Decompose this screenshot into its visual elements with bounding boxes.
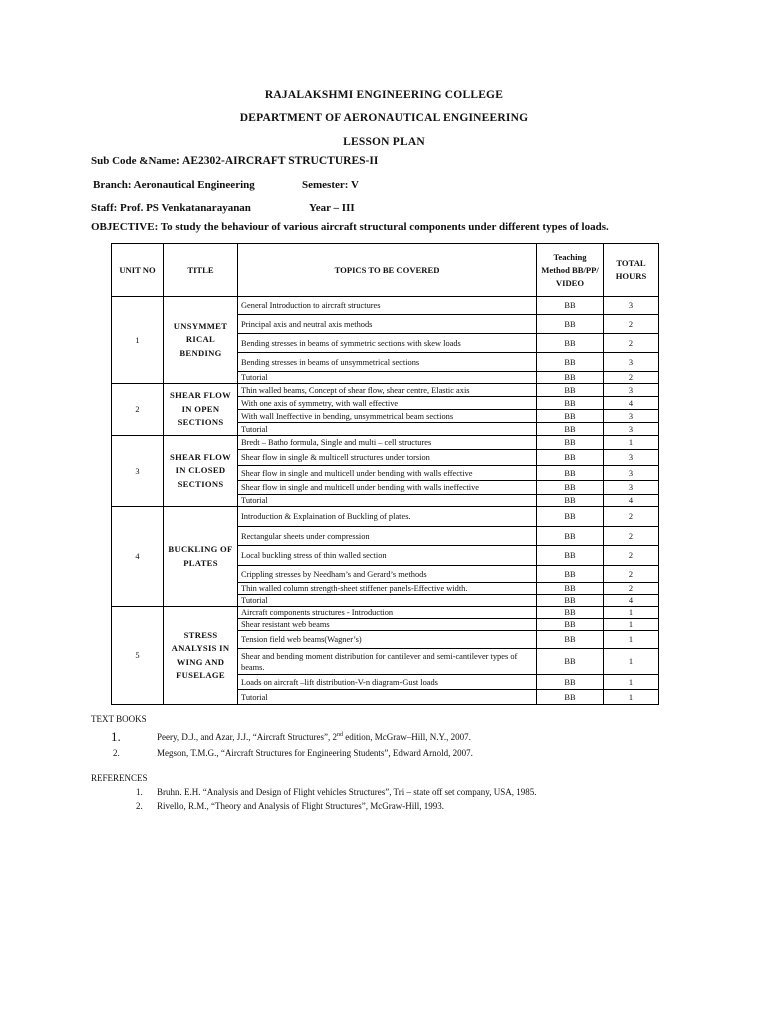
hours-cell: 1 <box>604 619 659 631</box>
table-row <box>112 384 659 397</box>
unit-title: SHEAR FLOW IN CLOSED SECTIONS <box>164 436 238 507</box>
topic-cell: Shear flow in single and multicell under bending with walls ineffective <box>238 481 537 495</box>
staff-text: Staff: Prof. PS Venkatanarayanan <box>91 202 251 214</box>
references-heading: REFERENCES <box>91 773 148 783</box>
method-cell: BB <box>537 507 604 527</box>
unit-number: 3 <box>112 436 164 507</box>
topic-cell: Bending stresses in beams of unsymmetrical sections <box>238 353 537 372</box>
topic-cell: Shear flow in single and multicell under bending with walls effective <box>238 466 537 481</box>
topic-cell: Tutorial <box>238 423 537 436</box>
method-cell: BB <box>537 495 604 507</box>
method-cell: BB <box>537 595 604 607</box>
hours-cell: 2 <box>604 334 659 353</box>
hours-cell: 1 <box>604 631 659 649</box>
topic-cell: Bending stresses in beams of symmetric sections with skew loads <box>238 334 537 353</box>
unit-title: STRESS ANALYSIS IN WING AND FUSELAGE <box>164 607 238 705</box>
topic-cell: Tutorial <box>238 690 537 705</box>
method-cell: BB <box>537 546 604 566</box>
method-cell: BB <box>537 334 604 353</box>
method-cell: BB <box>537 384 604 397</box>
method-cell: BB <box>537 410 604 423</box>
hours-cell: 2 <box>604 546 659 566</box>
topic-cell: Tutorial <box>238 595 537 607</box>
method-cell: BB <box>537 315 604 334</box>
method-cell: BB <box>537 527 604 546</box>
reference-item: Bruhn. E.H. “Analysis and Design of Flight vehicles Structures”, Tri – state off set company, USA, 1985. <box>157 787 537 797</box>
topic-cell: Rectangular sheets under compression <box>238 527 537 546</box>
lesson-plan-table <box>111 243 659 705</box>
hours-cell: 3 <box>604 466 659 481</box>
reference-number: 1. <box>136 787 143 797</box>
unit-number: 2 <box>112 384 164 436</box>
hours-cell: 2 <box>604 507 659 527</box>
topic-cell: Local buckling stress of thin walled section <box>238 546 537 566</box>
hours-cell: 4 <box>604 397 659 410</box>
hours-cell: 2 <box>604 583 659 595</box>
unit-title: UNSYMMET RICAL BENDING <box>164 297 238 384</box>
topic-cell: With wall Ineffective in bending, unsymmetrical beam sections <box>238 410 537 423</box>
method-cell: BB <box>537 649 604 675</box>
hours-cell: 2 <box>604 527 659 546</box>
unit-number: 5 <box>112 607 164 705</box>
hours-cell: 2 <box>604 372 659 384</box>
header-title: TITLE <box>164 244 238 297</box>
reference-item: Rivello, R.M., “Theory and Analysis of Flight Structures”, McGraw-Hill, 1993. <box>157 801 444 811</box>
table-row <box>112 607 659 619</box>
hours-cell: 1 <box>604 649 659 675</box>
method-cell: BB <box>537 372 604 384</box>
method-cell: BB <box>537 607 604 619</box>
hours-cell: 1 <box>604 690 659 705</box>
topic-cell: Shear resistant web beams <box>238 619 537 631</box>
subject-label: Sub Code &Name <box>91 155 176 167</box>
reference-number: 2. <box>136 801 143 811</box>
semester-text: Semester: V <box>302 179 359 191</box>
header-topics: TOPICS TO BE COVERED <box>238 244 537 297</box>
topic-cell: Tutorial <box>238 495 537 507</box>
hours-cell: 4 <box>604 595 659 607</box>
hours-cell: 3 <box>604 423 659 436</box>
table-row <box>112 507 659 527</box>
topic-cell: Bredt – Batho formula, Single and multi – cell structures <box>238 436 537 450</box>
header-hours: TOTAL HOURS <box>604 244 659 297</box>
topic-cell: Shear and bending moment distribution for cantilever and semi-cantilever types of beams. <box>238 649 537 675</box>
topic-cell: Loads on aircraft –lift distribution-V-n diagram-Gust loads <box>238 675 537 690</box>
method-cell: BB <box>537 566 604 583</box>
hours-cell: 3 <box>604 297 659 315</box>
hours-cell: 1 <box>604 436 659 450</box>
department-name: DEPARTMENT OF AERONAUTICAL ENGINEERING <box>239 112 529 124</box>
table-header-row <box>112 244 659 297</box>
hours-cell: 2 <box>604 315 659 334</box>
document-title: LESSON PLAN <box>343 136 425 148</box>
method-cell: BB <box>537 297 604 315</box>
unit-title: BUCKLING OF PLATES <box>164 507 238 607</box>
text-book-item: Megson, T.M.G., “Aircraft Structures for Engineering Students”, Edward Arnold, 2007. <box>157 748 473 758</box>
method-cell: BB <box>537 619 604 631</box>
topic-cell: Tension field web beams(Wagner’s) <box>238 631 537 649</box>
topic-cell: Tutorial <box>238 372 537 384</box>
method-cell: BB <box>537 481 604 495</box>
topic-cell: With one axis of symmetry, with wall effective <box>238 397 537 410</box>
topic-cell: Thin walled column strength-sheet stiffener panels-Effective width. <box>238 583 537 595</box>
hours-cell: 3 <box>604 384 659 397</box>
topic-cell: Principal axis and neutral axis methods <box>238 315 537 334</box>
hours-cell: 1 <box>604 675 659 690</box>
topic-cell: Aircraft components structures - Introduction <box>238 607 537 619</box>
topic-cell: Introduction & Explaination of Buckling of plates. <box>238 507 537 527</box>
hours-cell: 2 <box>604 566 659 583</box>
table-row <box>112 436 659 450</box>
text-book-text-after: edition, McGraw–Hill, N.Y., 2007. <box>343 732 471 742</box>
unit-title: SHEAR FLOW IN OPEN SECTIONS <box>164 384 238 436</box>
method-cell: BB <box>537 583 604 595</box>
text-books-heading: TEXT BOOKS <box>91 714 147 724</box>
method-cell: BB <box>537 423 604 436</box>
subject-value: : AE2302-AIRCRAFT STRUCTURES-II <box>175 155 379 167</box>
method-cell: BB <box>537 353 604 372</box>
method-cell: BB <box>537 675 604 690</box>
unit-number: 4 <box>112 507 164 607</box>
text-book-number: 2. <box>113 748 120 758</box>
method-cell: BB <box>537 450 604 466</box>
college-name: RAJALAKSHMI ENGINEERING COLLEGE <box>264 89 504 101</box>
objective-text: OBJECTIVE: To study the behaviour of various aircraft structural components under different types of loads. <box>91 221 609 233</box>
hours-cell: 4 <box>604 495 659 507</box>
topic-cell: Shear flow in single & multicell structures under torsion <box>238 450 537 466</box>
method-cell: BB <box>537 690 604 705</box>
method-cell: BB <box>537 631 604 649</box>
text-book-number: 1. <box>111 729 121 744</box>
method-cell: BB <box>537 466 604 481</box>
text-book-superscript: nd <box>337 732 343 738</box>
hours-cell: 3 <box>604 353 659 372</box>
method-cell: BB <box>537 436 604 450</box>
unit-number: 1 <box>112 297 164 384</box>
method-cell: BB <box>537 397 604 410</box>
topic-cell: Thin walled beams, Concept of shear flow, shear centre, Elastic axis <box>238 384 537 397</box>
hours-cell: 1 <box>604 607 659 619</box>
hours-cell: 3 <box>604 450 659 466</box>
hours-cell: 3 <box>604 481 659 495</box>
header-unit: UNIT NO <box>112 244 164 297</box>
topic-cell: Crippling stresses by Needham’s and Gerard’s methods <box>238 566 537 583</box>
text-book-text: Peery, D.J., and Azar, J.J., “Aircraft Structures”, 2 <box>157 732 337 742</box>
table-row <box>112 297 659 315</box>
subject-line <box>91 155 378 167</box>
hours-cell: 3 <box>604 410 659 423</box>
text-book-item <box>157 732 471 742</box>
branch-text: Branch: Aeronautical Engineering <box>93 179 255 191</box>
header-method: Teaching Method BB/PP/ VIDEO <box>537 244 604 297</box>
topic-cell: General Introduction to aircraft structures <box>238 297 537 315</box>
year-text: Year – III <box>309 202 355 214</box>
